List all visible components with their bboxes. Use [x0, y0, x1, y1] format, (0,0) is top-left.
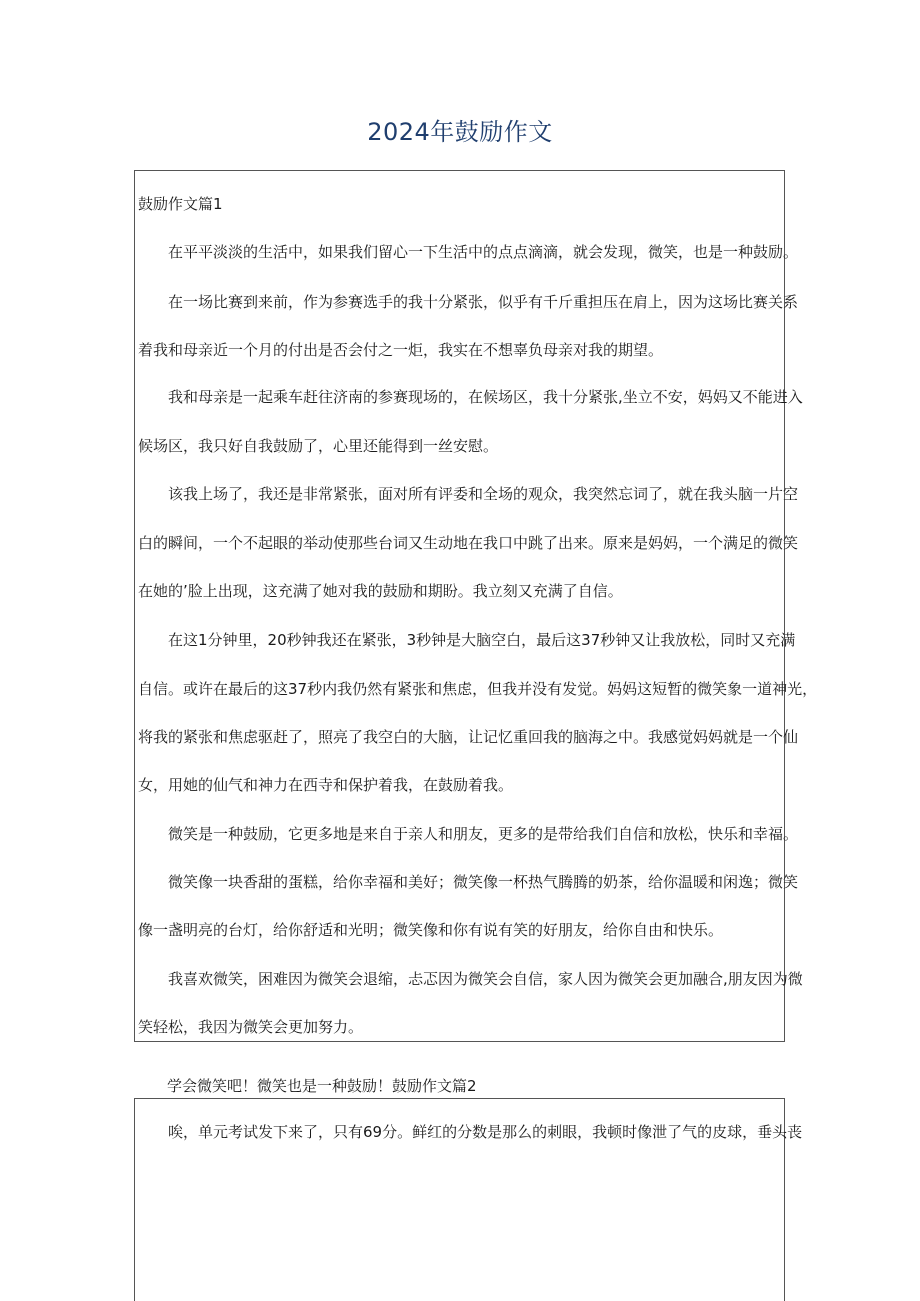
paragraph-line: 微笑是一种鼓励，它更多地是来自于亲人和朋友，更多的是带给我们自信和放松，快乐和幸福。	[168, 825, 799, 843]
paragraph-line: 在她的’脸上出现，这充满了她对我的鼓励和期盼。我立刻又充满了自信。	[138, 582, 623, 600]
paragraph-line: 将我的紧张和焦虑驱赶了，照亮了我空白的大脑，让记忆重回我的脑海之中。我感觉妈妈就是一个仙	[138, 728, 799, 746]
paragraph-line: 候场区，我只好自我鼓励了，心里还能得到一丝安慰。	[138, 437, 499, 455]
paragraph-line: 像一盏明亮的台灯，给你舒适和光明；微笑像和你有说有笑的好朋友，给你自由和快乐。	[138, 921, 724, 939]
paragraph-line: 女，用她的仙气和神力在西寺和保护着我，在鼓励着我。	[138, 776, 514, 794]
paragraph-line: 我和母亲是一起乘车赶往济南的参赛现场的，在候场区，我十分紧张,坐立不安，妈妈又不能进入	[168, 388, 803, 406]
paragraph-line: 笑轻松，我因为微笑会更加努力。	[138, 1018, 364, 1036]
paragraph-line: 在平平淡淡的生活中，如果我们留心一下生活中的点点滴滴，就会发现，微笑，也是一种鼓励。	[168, 243, 799, 261]
paragraph-line: 在一场比赛到来前，作为参赛选手的我十分紧张，似乎有千斤重担压在肩上，因为这场比赛关系	[168, 293, 799, 311]
section-heading: 鼓励作文篇1	[138, 195, 223, 213]
paragraph-line: 在这1分钟里，20秒钟我还在紧张，3秒钟是大脑空白，最后这37秒钟又让我放松，同时又充满	[168, 631, 796, 649]
paragraph-line: 白的瞬间，一个不起眼的举动使那些台词又生动地在我口中跳了出来。原来是妈妈，一个满足的微笑	[138, 534, 799, 552]
section-transition: 学会微笑吧！微笑也是一种鼓励！鼓励作文篇2	[167, 1077, 477, 1095]
page-title: 2024年鼓励作文	[367, 118, 553, 146]
essay-box-2	[134, 1098, 803, 1301]
paragraph-line: 微笑像一块香甜的蛋糕，给你幸福和美好；微笑像一杯热气腾腾的奶茶，给你温暖和闲逸；微笑	[168, 873, 799, 891]
essay-box-1	[134, 170, 818, 1042]
paragraph-line: 该我上场了，我还是非常紧张，面对所有评委和全场的观众，我突然忘词了，就在我头脑一片空	[168, 485, 799, 503]
paragraph-line: 我喜欢微笑，困难因为微笑会退缩，忐忑因为微笑会自信，家人因为微笑会更加融合,朋友因为微	[168, 970, 803, 988]
paragraph-line: 唉，单元考试发下来了，只有69分。鲜红的分数是那么的刺眼，我顿时像泄了气的皮球，垂头丧	[168, 1123, 803, 1141]
paragraph-line: 自信。或许在最后的这37秒内我仍然有紧张和焦虑，但我并没有发觉。妈妈这短暂的微笑象一道神光，	[138, 680, 818, 698]
paragraph-line: 着我和母亲近一个月的付出是否会付之一炬，我实在不想辜负母亲对我的期望。	[138, 341, 664, 359]
